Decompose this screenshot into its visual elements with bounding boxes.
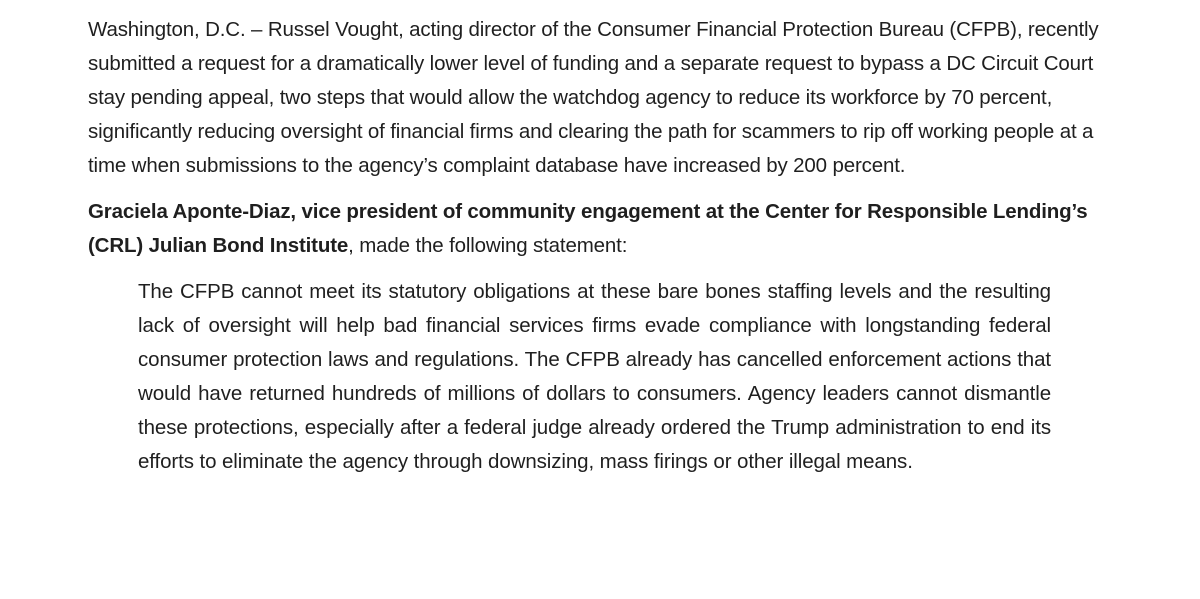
speaker-name: Graciela Aponte-Diaz, vice president of community engagement at the Center for Responsible Lending’s (CRL) Julian Bond Institute xyxy=(88,200,1088,257)
intro-paragraph: Washington, D.C. – Russel Vought, acting director of the Consumer Financial Protection Bureau (CFPB), recently submitted a request for a dramatically lower level of funding and a separate request to bypass a DC Circuit Court stay pending appeal, two steps that would allow the watchdog agency to reduce its workforce by 70 percent, significantly reducing oversight of financial firms and clearing the path for scammers to rip off working people at a time when submissions to the agency’s complaint database have increased by 200 percent. xyxy=(88,18,1099,177)
press-release-article xyxy=(88,13,1112,479)
statement-quote: The CFPB cannot meet its statutory obligations at these bare bones staffing levels and the resulting lack of oversight will help bad financial services firms evade compliance with longstanding federal consumer protection laws and regulations. The CFPB already has cancelled enforcement actions that would have returned hundreds of millions of dollars to consumers. Agency leaders cannot dismantle these protections, especially after a federal judge already ordered the Trump administration to end its efforts to eliminate the agency through downsizing, mass firings or other illegal means. xyxy=(138,280,1051,473)
statement-attribution xyxy=(88,195,1112,263)
statement-intro: , made the following statement: xyxy=(348,234,628,257)
